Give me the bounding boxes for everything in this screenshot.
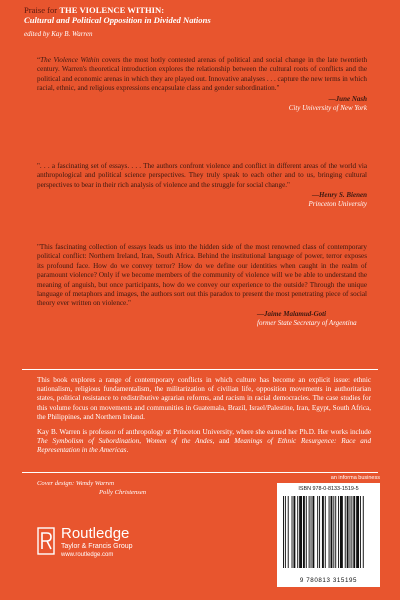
attribution-affiliation: former State Secretary of Argentina (257, 318, 357, 327)
barcode-stripe (312, 496, 314, 568)
barcode-stripe (297, 496, 298, 568)
barcode-stripe (347, 496, 349, 568)
barcode-stripe (350, 496, 351, 568)
barcode-stripe (353, 496, 355, 568)
barcode-stripe (285, 496, 286, 568)
praise-lead: Praise for (24, 5, 60, 15)
barcode-stripe (345, 496, 346, 568)
publisher-group: Taylor & Francis Group (61, 543, 133, 550)
barcode-stripe (340, 496, 343, 568)
barcode-stripe (309, 496, 310, 568)
barcode-stripe (335, 496, 336, 568)
attribution-name: —Henry S. Bienen (311, 191, 367, 200)
barcode-stripe (356, 496, 359, 568)
barcode-stripe (333, 496, 334, 568)
attribution-affiliation: City University of New York (288, 103, 367, 112)
quote-attribution (37, 191, 367, 209)
praise-header (24, 5, 384, 39)
quote-nash (37, 56, 367, 113)
barcode-stripe (325, 496, 326, 568)
attribution-affiliation: Princeton University (308, 200, 367, 209)
barcode-stripe (317, 496, 318, 568)
barcode-stripe (288, 496, 289, 568)
book-title: THE VIOLENCE WITHIN: (59, 5, 165, 15)
quote-attribution (37, 310, 367, 328)
publisher-name: Routledge (61, 525, 130, 542)
imprint-tagline: an informa business (330, 475, 380, 481)
divider (22, 369, 378, 370)
book-title-italic: The Violence Within (40, 56, 100, 64)
isbn-barcode (277, 483, 380, 587)
quote-text: "This fascinating collection of essays leads us into the hidden side of the most renowned class of contemporary political conflict: Northern Ireland, Iran, South Africa. Behind the institutional language of power, terror exposes its profound face. How do we convey terror? How do we define our identities when caught in the realm of paramount violence? Only if we become members of the community of violence will we be able to understand the meaning of anguish, but once participants, how do we convey our experience to the outside? Through the unique language of metaphors and images, the authors sort out this paradox to present the most penetrating piece of social theory ever written on violence." (37, 243, 367, 308)
editor-credit: edited by Kay B. Warren (24, 30, 93, 38)
barcode-stripe (338, 496, 339, 568)
cover-design-credit: Cover design: Wendy Warren (37, 480, 115, 487)
quote-attribution (37, 95, 367, 113)
barcode-stripe (331, 496, 333, 568)
quote-bienen (37, 162, 367, 209)
barcode-area (277, 475, 380, 590)
barcode-stripe (292, 496, 293, 568)
barcode-stripe (293, 496, 295, 568)
barcode-bars (283, 496, 374, 568)
quote-text: ". . . a fascinating set of essays. . . . The authors confront violence and conflict in different areas of the world via anthropological and political science perspectives. They truly speak to each other and to us, bringing cultural perspectives to bear in their rich analysis of violence and the struggle for social change." (37, 162, 367, 189)
attribution-name: —Jaime Malamud-Goti (257, 309, 327, 318)
book-description (37, 376, 371, 462)
praise-heading (24, 5, 384, 15)
barcode-stripe (329, 496, 330, 568)
publisher-logo (37, 525, 217, 565)
barcode-stripe (299, 496, 302, 568)
barcode-stripe (319, 496, 320, 568)
barcode-stripe (306, 496, 307, 568)
isbn-number: ISBN 978-0-8133-1519-5 (298, 486, 359, 492)
barcode-stripe (322, 496, 324, 568)
quote-malamud-goti (37, 243, 367, 328)
attribution-name: —June Nash (328, 94, 367, 103)
divider (22, 472, 378, 473)
cover-credit-second: Polly Christensen (99, 489, 147, 496)
barcode-stripe (303, 496, 305, 568)
book-subtitle: Cultural and Political Opposition in Divided Nations (24, 15, 211, 25)
barcode-stripe (360, 496, 361, 568)
description-paragraph: This book explores a range of contemporary conflicts in which culture has become an explicit issue: ethnic nationalism, religious fundamentalism, the militarization of civilian life, opposition movements in authoritarian states, political resistance to redistributive agrarian reforms, and racism in racial democracies. The case studies for this volume focus on movements and communities in Guatemala, Brazil, Israel/Palestine, Iran, Egypt, South Africa, the Philippines, and Northern Ireland. (37, 376, 371, 421)
quote-text: “The Violence Within covers the most hotly contested arenas of political and social change in the late twentieth century. Warren's theoretical introduction explores the relationship between the cultural roots of conflicts and the political and economic arenas in which they are played out. Innovative analyses . . . capture the new terms in which racial, ethnic, and religious expressions encapsulate class and gender subordination." (37, 56, 368, 93)
author-bio: Kay B. Warren is professor of anthropology at Princeton University, where she earned her Ph.D. Her works include The Symbolism of Subordination, Women of the Andes, and Meanings of Ethnic Resurgence: Race and Representation in the Americas. (37, 428, 372, 455)
barcode-stripe (311, 496, 312, 568)
barcode-stripe (351, 496, 352, 568)
publisher-website: www.routledge.com (61, 552, 114, 558)
routledge-logo-icon (37, 527, 55, 555)
barcode-stripe (283, 496, 284, 568)
barcode-stripe (363, 496, 364, 568)
barcode-digits: 9 780813 315195 (299, 577, 358, 584)
cover-credits (37, 479, 146, 497)
